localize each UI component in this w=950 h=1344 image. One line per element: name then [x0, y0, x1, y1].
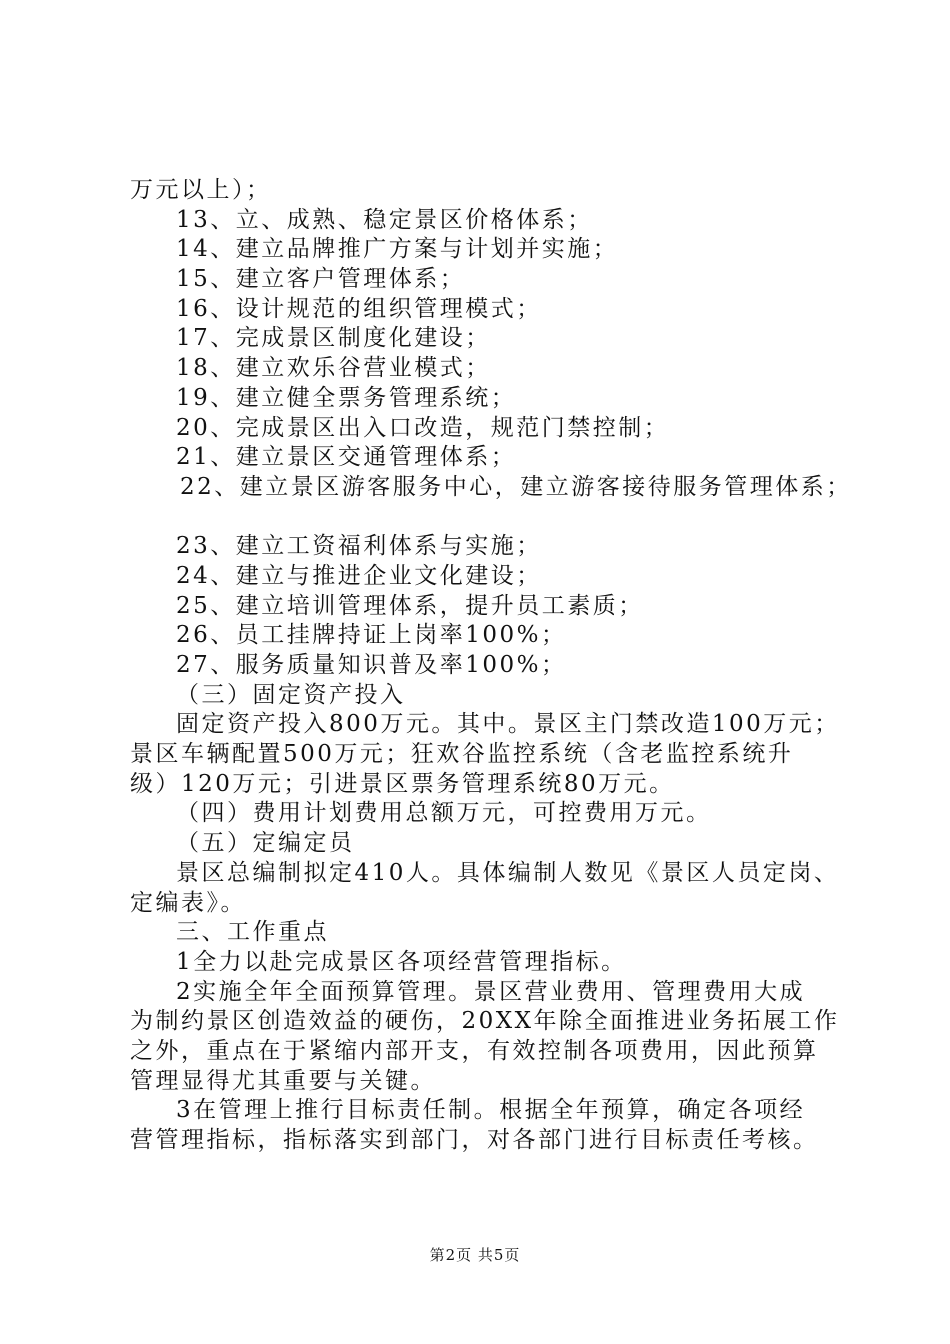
section-heading: （五）定编定员: [176, 830, 355, 857]
list-item: 19、建立健全票务管理系统；: [176, 384, 517, 411]
list-item: 14、建立品牌推广方案与计划并实施；: [176, 236, 619, 263]
paragraph-line: 级）120万元；引进景区票务管理系统80万元。: [130, 770, 675, 797]
list-item: 24、建立与推进企业文化建设；: [176, 562, 542, 589]
paragraph-line: 2实施全年全面预算管理。景区营业费用、管理费用大成: [176, 978, 806, 1005]
paragraph-line: 固定资产投入800万元。其中。景区主门禁改造100万元；: [176, 711, 840, 738]
list-item: 27、服务质量知识普及率100%；: [176, 652, 567, 678]
list-item: 26、员工挂牌持证上岗率100%；: [176, 622, 567, 649]
section-heading: （四）费用计划费用总额万元，可控费用万元。: [176, 800, 712, 827]
list-item: 23、建立工资福利体系与实施；: [176, 533, 542, 560]
list-item: 22、建立景区游客服务中心，建立游客接待服务管理体系；: [180, 473, 852, 500]
list-item: 25、建立培训管理体系，提升员工素质；: [176, 592, 644, 619]
section-heading: （三）固定资产投入: [176, 681, 406, 708]
paragraph-line: 管理显得尤其重要与关键。: [130, 1067, 436, 1094]
paragraph-line: 营管理指标，指标落实到部门，对各部门进行目标责任考核。: [130, 1127, 819, 1153]
paragraph-line: 1全力以赴完成景区各项经营管理指标。: [176, 948, 627, 975]
paragraph-line: 景区车辆配置500万元；狂欢谷监控系统（含老监控系统升: [130, 741, 794, 768]
paragraph-line: 之外，重点在于紧缩内部开支，有效控制各项费用，因此预算: [130, 1037, 819, 1064]
paragraph-line: 3在管理上推行目标责任制。根据全年预算，确定各项经: [176, 1097, 806, 1124]
list-item: 21、建立景区交通管理体系；: [176, 444, 517, 471]
paragraph-line: 定编表》。: [130, 889, 246, 916]
document-body: [130, 176, 850, 1156]
list-item: 20、完成景区出入口改造，规范门禁控制；: [176, 414, 670, 441]
blank-line: [130, 503, 850, 533]
page-number-footer: 第2页 共5页: [429, 1246, 521, 1264]
text-line: 万元以上）；: [130, 177, 272, 203]
list-item: 18、建立欢乐谷营业模式；: [176, 355, 491, 382]
list-item: 13、立、成熟、稳定景区价格体系；: [176, 206, 593, 233]
paragraph-line: 景区总编制拟定410人。具体编制人数见《景区人员定岗、: [176, 859, 840, 886]
paragraph-line: 为制约景区创造效益的硬伤，20XX年除全面推进业务拓展工作: [130, 1008, 840, 1035]
section-heading: 三、工作重点: [176, 919, 329, 946]
list-item: 15、建立客户管理体系；: [176, 266, 466, 293]
list-item: 16、设计规范的组织管理模式；: [176, 295, 542, 322]
list-item: 17、完成景区制度化建设；: [176, 325, 491, 352]
